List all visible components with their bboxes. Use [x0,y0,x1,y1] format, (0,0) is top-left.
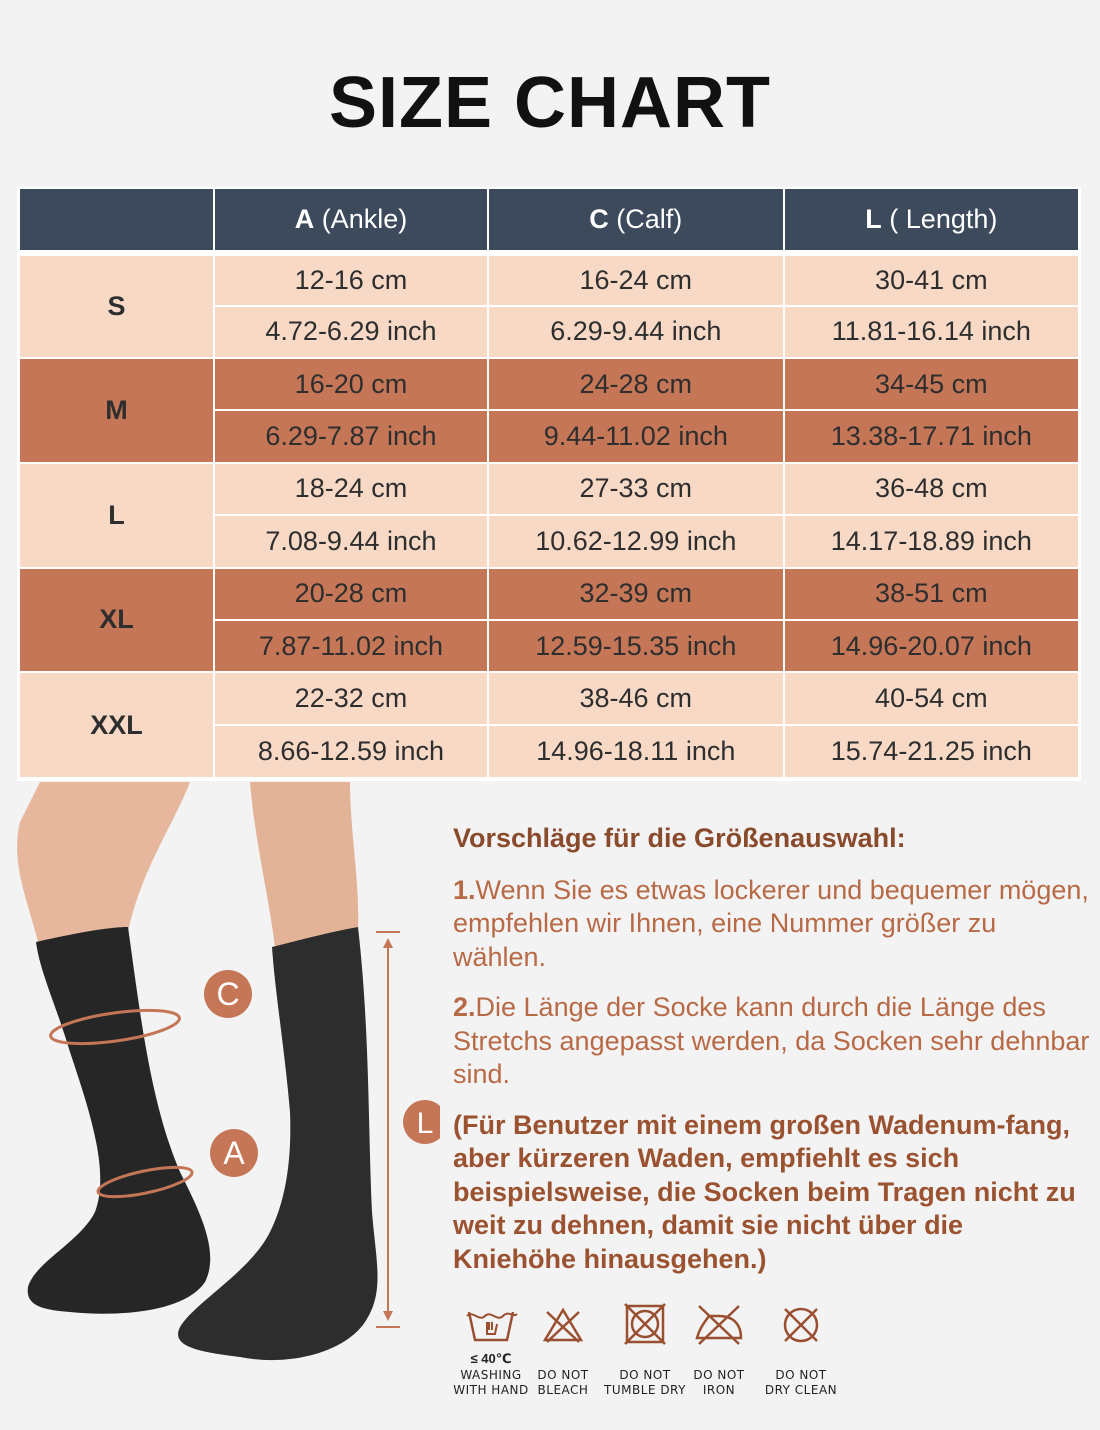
length-marker [403,1100,440,1144]
length-cm: 30-41 cm [784,253,1078,305]
header-calf: C (Calf) [488,189,784,253]
size-label: XXL [20,672,214,777]
table-row [20,358,1078,410]
ankle-inch: 8.66-12.59 inch [214,725,488,777]
tips-heading: Vorschläge für die Größenauswahl: [453,823,906,853]
care-item-hand-wash: ≤ 40℃ WASHING WITH HAND [446,1300,536,1398]
tip-1: 1.Wenn Sie es etwas lockerer und bequemer mögen, empfehlen wir Ihnen, eine Nummer größer zu wählen. [453,874,1089,972]
tip-note: (Für Benutzer mit einem großen Wadenum-fang, aber kürzeren Waden, empfiehlt es sich beispielsweise, die Socken beim Tragen nicht zu weit zu dehnen, damit sie nicht über die Kniehöhe hinausgehen.) [453,1109,1076,1274]
hand-wash-icon [461,1300,521,1350]
calf-inch: 14.96-18.11 inch [488,725,784,777]
ankle-inch: 4.72-6.29 inch [214,306,488,358]
svg-text:A: A [223,1135,245,1171]
do-not-iron-icon [689,1300,749,1350]
calf-cm: 16-24 cm [488,253,784,305]
length-cm: 40-54 cm [784,672,1078,724]
calf-cm: 24-28 cm [488,358,784,410]
calf-inch: 6.29-9.44 inch [488,306,784,358]
length-arrow [376,932,400,1327]
right-leg-skin [250,782,358,947]
length-cm: 38-51 cm [784,568,1078,620]
care-item-no-tumble-dry: DO NOT TUMBLE DRY [600,1300,690,1398]
ankle-cm: 12-16 cm [214,253,488,305]
length-inch: 14.17-18.89 inch [784,515,1078,567]
tip-2: 2.Die Länge der Socke kann durch die Länge des Stretchs angepasst werden, da Socken sehr dehnbar sind. [453,992,1090,1089]
do-not-dry-clean-icon [771,1300,831,1350]
care-item-no-dry-clean: DO NOT DRY CLEAN [756,1300,846,1398]
table-row [20,568,1078,620]
header-length: L ( Length) [784,189,1078,253]
length-inch: 15.74-21.25 inch [784,725,1078,777]
ankle-inch: 7.87-11.02 inch [214,620,488,672]
page-title: SIZE CHART [329,63,771,143]
care-instructions [446,1300,856,1410]
left-sock [28,927,211,1314]
sizing-tips [453,822,1093,1293]
size-label: M [20,358,214,463]
calf-marker [204,970,252,1018]
ankle-inch: 6.29-7.87 inch [214,410,488,462]
ankle-marker [210,1129,258,1177]
table-row [20,672,1078,724]
legs-illustration [0,782,440,1402]
calf-cm: 32-39 cm [488,568,784,620]
header-size [20,189,214,253]
ankle-cm: 20-28 cm [214,568,488,620]
ankle-cm: 22-32 cm [214,672,488,724]
ankle-cm: 16-20 cm [214,358,488,410]
calf-cm: 27-33 cm [488,463,784,515]
length-inch: 11.81-16.14 inch [784,306,1078,358]
ankle-cm: 18-24 cm [214,463,488,515]
care-item-no-iron: DO NOT IRON [674,1300,764,1398]
length-cm: 36-48 cm [784,463,1078,515]
svg-text:C: C [216,976,240,1012]
care-item-no-bleach: DO NOT BLEACH [518,1300,608,1398]
do-not-bleach-icon [533,1300,593,1350]
size-label: XL [20,568,214,673]
calf-cm: 38-46 cm [488,672,784,724]
calf-inch: 9.44-11.02 inch [488,410,784,462]
size-chart-table [17,187,1081,781]
size-label: S [20,253,214,358]
do-not-tumble-dry-icon [615,1300,675,1350]
header-ankle: A (Ankle) [214,189,488,253]
calf-inch: 10.62-12.99 inch [488,515,784,567]
length-inch: 14.96-20.07 inch [784,620,1078,672]
svg-text:L: L [416,1107,434,1140]
table-row [20,253,1078,305]
size-label: L [20,463,214,568]
length-cm: 34-45 cm [784,358,1078,410]
length-inch: 13.38-17.71 inch [784,410,1078,462]
table-row [20,463,1078,515]
table-header-row [20,189,1078,253]
calf-inch: 12.59-15.35 inch [488,620,784,672]
left-leg-skin [17,782,190,942]
ankle-inch: 7.08-9.44 inch [214,515,488,567]
